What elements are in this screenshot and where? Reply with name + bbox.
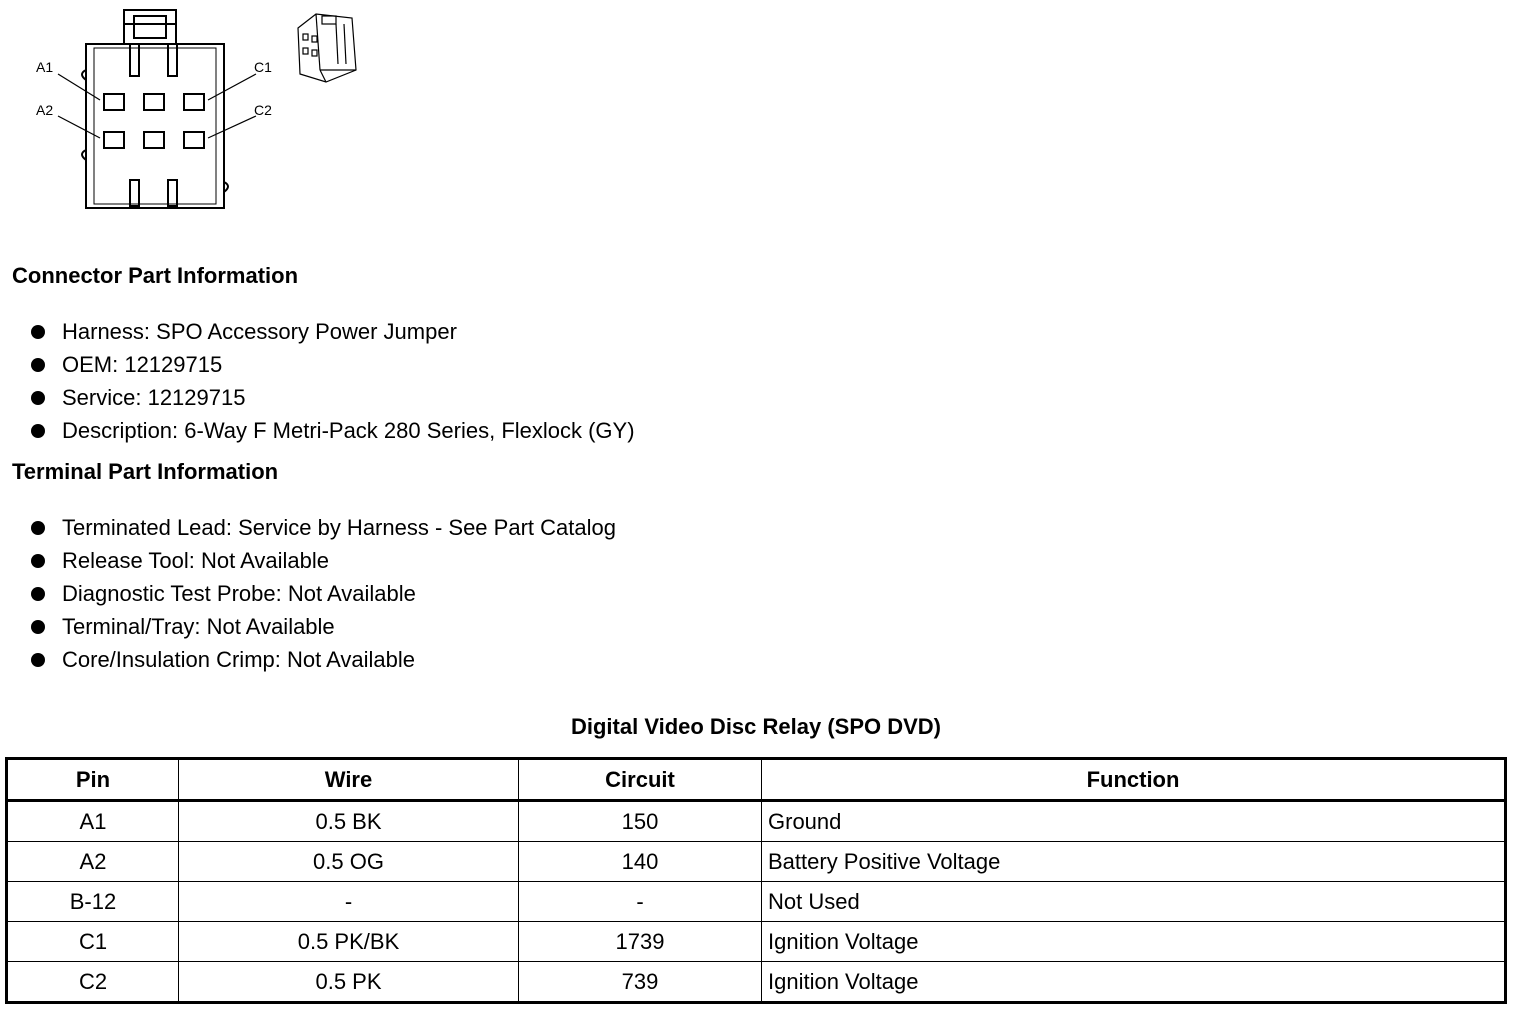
table-row [7,801,1506,842]
cell-circuit: 140 [519,842,762,882]
cell-circuit: - [519,882,762,922]
list-item: Terminated Lead: Service by Harness - See Part Catalog [28,511,616,544]
terminal-info-list [28,511,616,676]
header-function: Function [762,759,1506,801]
table-row [7,962,1506,1003]
pin-label-c1: C1 [254,59,272,75]
header-pin: Pin [7,759,179,801]
bullet-icon [31,424,45,438]
cell-function: Ignition Voltage [762,922,1506,962]
header-wire: Wire [179,759,519,801]
cell-pin: C2 [7,962,179,1003]
cell-function: Battery Positive Voltage [762,842,1506,882]
terminal-info-heading: Terminal Part Information [12,459,279,484]
connector-info-list [28,315,635,447]
cell-wire: 0.5 PK [179,962,519,1003]
table-row [7,842,1506,882]
connector-diagram [0,0,380,220]
list-item: Service: 12129715 [28,381,635,414]
cell-pin: A2 [7,842,179,882]
list-item: Terminal/Tray: Not Available [28,610,616,643]
pin-table [5,757,1507,1004]
list-item: Description: 6-Way F Metri-Pack 280 Series, Flexlock (GY) [28,414,635,447]
list-item: Harness: SPO Accessory Power Jumper [28,315,635,348]
bullet-icon [31,587,45,601]
bullet-icon [31,358,45,372]
cell-wire: 0.5 BK [179,801,519,842]
connector-info-heading: Connector Part Information [12,263,299,288]
list-item: Diagnostic Test Probe: Not Available [28,577,616,610]
cell-circuit: 150 [519,801,762,842]
list-item: OEM: 12129715 [28,348,635,381]
header-circuit: Circuit [519,759,762,801]
cell-pin: C1 [7,922,179,962]
cell-pin: A1 [7,801,179,842]
cell-wire: 0.5 PK/BK [179,922,519,962]
bullet-icon [31,391,45,405]
cell-circuit: 739 [519,962,762,1003]
table-row [7,922,1506,962]
bullet-icon [31,325,45,339]
cell-wire: 0.5 OG [179,842,519,882]
pin-label-a1: A1 [36,59,54,75]
cell-function: Ignition Voltage [762,962,1506,1003]
list-item: Release Tool: Not Available [28,544,616,577]
bullet-icon [31,620,45,634]
pin-label-a2: A2 [36,102,54,118]
bullet-icon [31,554,45,568]
cell-wire: - [179,882,519,922]
table-header-row [7,759,1506,801]
table-row [7,882,1506,922]
cell-circuit: 1739 [519,922,762,962]
connector-thumbnail [298,14,356,82]
list-item: Core/Insulation Crimp: Not Available [28,643,616,676]
cell-function: Not Used [762,882,1506,922]
table-title: Digital Video Disc Relay (SPO DVD) [570,714,942,739]
bullet-icon [31,653,45,667]
cell-pin: B-12 [7,882,179,922]
bullet-icon [31,521,45,535]
cell-function: Ground [762,801,1506,842]
pin-label-c2: C2 [254,102,272,118]
